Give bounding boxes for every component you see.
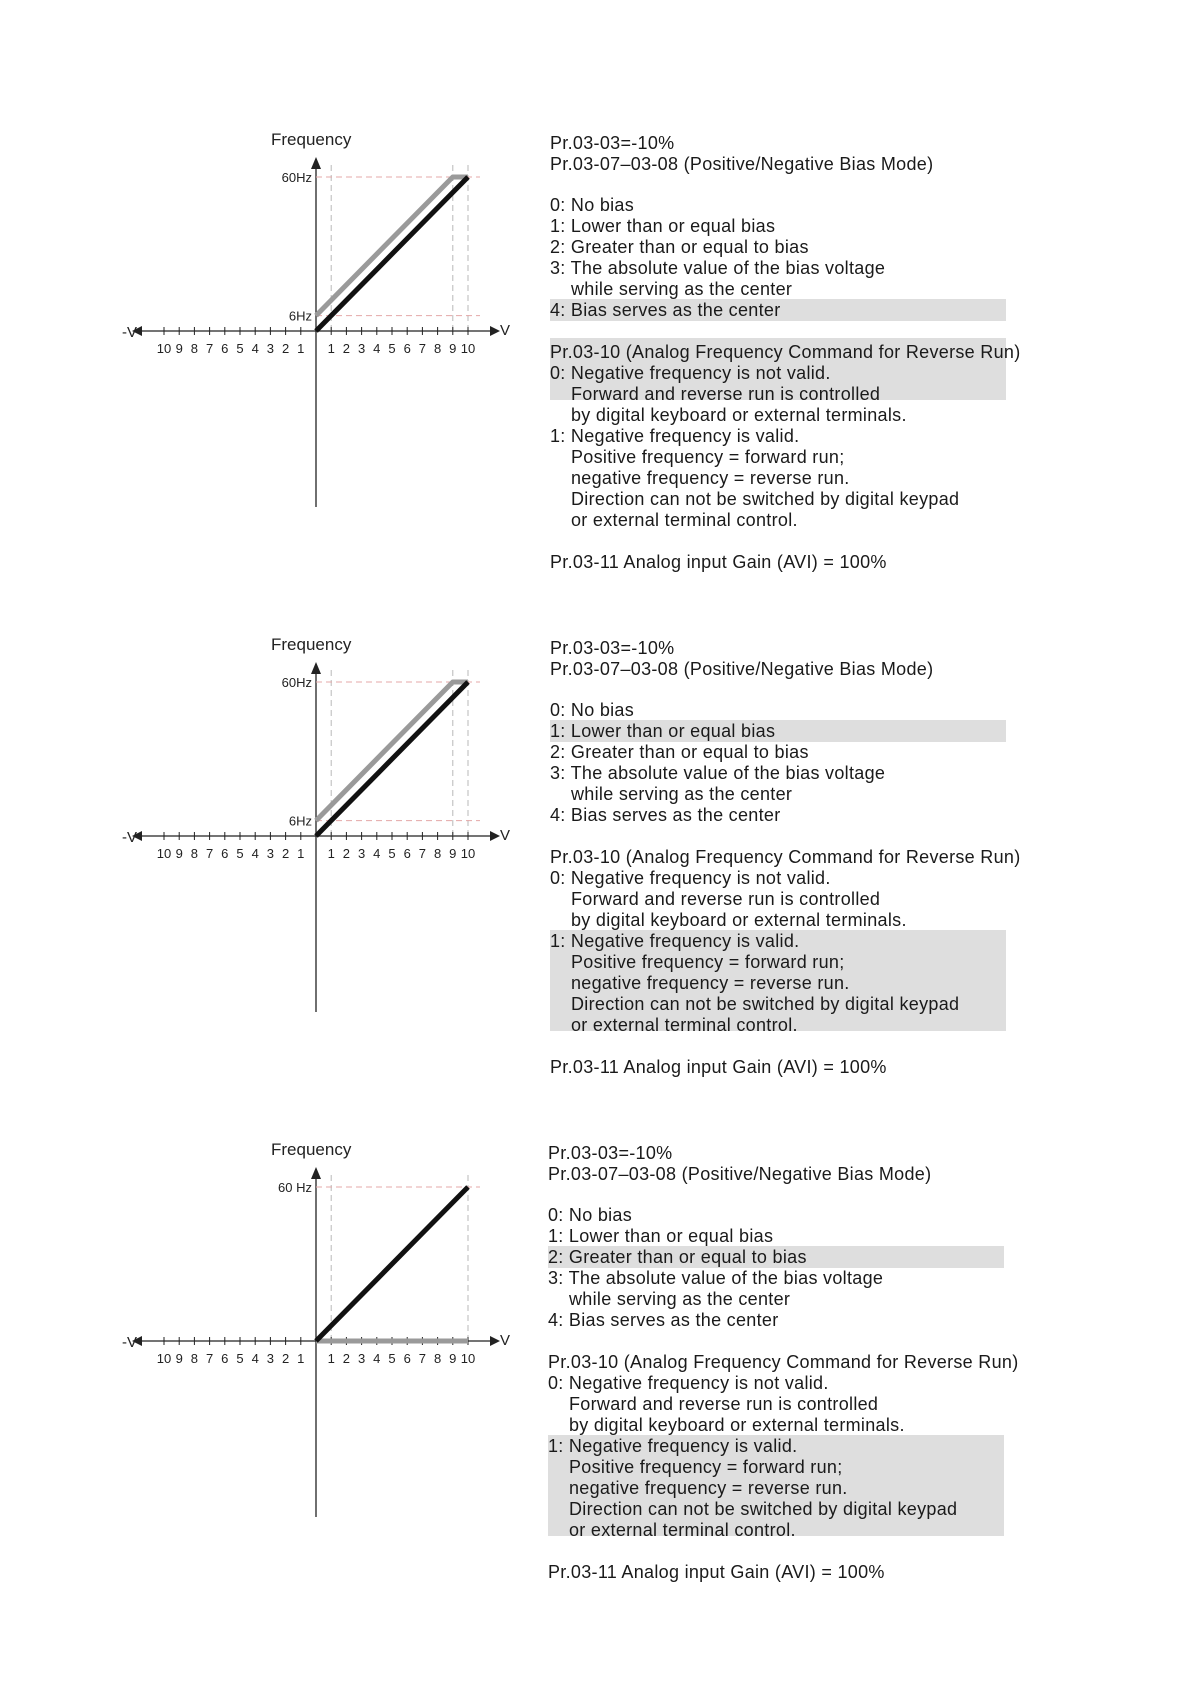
reverse-option-0-line3: by digital keyboard or external terminals. bbox=[571, 405, 907, 425]
y-axis-arrow bbox=[311, 1167, 321, 1179]
bias-option-4: 4: Bias serves as the center bbox=[550, 805, 781, 825]
x-tick-label-neg: 6 bbox=[221, 1351, 229, 1366]
y-axis-label: Frequency bbox=[271, 1140, 352, 1159]
x-tick-label-neg: 9 bbox=[175, 1351, 183, 1366]
x-tick-label-neg: 5 bbox=[236, 1351, 244, 1366]
reverse-option-0-line3: by digital keyboard or external terminals. bbox=[571, 910, 907, 930]
bias-value: Pr.03-03=-10% bbox=[548, 1143, 673, 1163]
reverse-run-title: Pr.03-10 (Analog Frequency Command for Reverse Run) bbox=[548, 1352, 1019, 1372]
reverse-option-1-line2: Positive frequency = forward run; bbox=[571, 447, 845, 467]
reverse-option-0: 0: Negative frequency is not valid. bbox=[550, 363, 831, 383]
reverse-option-0-line3: by digital keyboard or external terminals. bbox=[569, 1415, 905, 1435]
reverse-option-1-line2: Positive frequency = forward run; bbox=[569, 1457, 843, 1477]
x-tick-label-pos: 2 bbox=[342, 1351, 351, 1366]
neg-axis-label: -V bbox=[122, 829, 137, 846]
x-tick-label-pos: 1 bbox=[327, 846, 335, 861]
y-tick-label: 60Hz bbox=[281, 675, 312, 690]
bias-mode-title: Pr.03-07–03-08 (Positive/Negative Bias Mode) bbox=[550, 154, 934, 174]
neg-axis-label: -V bbox=[122, 324, 137, 341]
bias-panel-3 bbox=[0, 1135, 1191, 1605]
x-tick-label-neg: 7 bbox=[205, 341, 214, 356]
bias-panel-2 bbox=[0, 630, 1191, 1100]
reverse-option-1-line5: or external terminal control. bbox=[571, 1015, 798, 1035]
reverse-run-title: Pr.03-10 (Analog Frequency Command for Reverse Run) bbox=[550, 342, 1021, 362]
x-axis-label: V bbox=[500, 1332, 511, 1349]
reverse-option-0-line2: Forward and reverse run is controlled bbox=[571, 384, 881, 404]
frequency-chart bbox=[120, 1135, 540, 1555]
y-axis-label: Frequency bbox=[271, 635, 352, 654]
x-tick-label-pos: 8 bbox=[433, 341, 442, 356]
x-tick-label-neg: 5 bbox=[236, 341, 244, 356]
x-tick-label-neg: 1 bbox=[297, 341, 305, 356]
x-tick-label-pos: 9 bbox=[449, 1351, 457, 1366]
bias-option-4: 4: Bias serves as the center bbox=[550, 300, 781, 320]
y-tick-label: 60Hz bbox=[281, 170, 312, 185]
analog-gain: Pr.03-11 Analog input Gain (AVI) = 100% bbox=[550, 552, 887, 572]
x-tick-label-pos: 8 bbox=[433, 846, 442, 861]
x-tick-label-pos: 6 bbox=[403, 1351, 411, 1366]
x-tick-label-pos: 7 bbox=[418, 846, 427, 861]
x-tick-label-neg: 4 bbox=[251, 846, 259, 861]
x-tick-label-neg: 8 bbox=[190, 846, 199, 861]
x-tick-label-pos: 1 bbox=[327, 341, 335, 356]
x-tick-label-pos: 9 bbox=[449, 341, 457, 356]
reverse-option-0: 0: Negative frequency is not valid. bbox=[550, 868, 831, 888]
reverse-option-1: 1: Negative frequency is valid. bbox=[550, 426, 800, 446]
bias-option-1: 1: Lower than or equal bias bbox=[548, 1226, 774, 1246]
reverse-option-0-line2: Forward and reverse run is controlled bbox=[569, 1394, 879, 1414]
x-tick-label-neg: 4 bbox=[251, 1351, 259, 1366]
series-line-output bbox=[316, 177, 468, 331]
bias-option-4: 4: Bias serves as the center bbox=[548, 1310, 779, 1330]
x-axis-arrow-right bbox=[490, 1336, 500, 1346]
bias-value: Pr.03-03=-10% bbox=[550, 133, 675, 153]
bias-panel-1 bbox=[0, 125, 1191, 595]
x-tick-label-neg: 2 bbox=[281, 846, 290, 861]
x-tick-label-neg: 6 bbox=[221, 846, 229, 861]
x-tick-label-pos: 5 bbox=[388, 1351, 396, 1366]
bias-option-0: 0: No bias bbox=[550, 700, 635, 720]
x-tick-label-neg: 7 bbox=[205, 1351, 214, 1366]
x-tick-label-pos: 7 bbox=[418, 341, 427, 356]
bias-option-3: 3: The absolute value of the bias voltage bbox=[548, 1268, 884, 1288]
x-tick-label-pos: 6 bbox=[403, 341, 411, 356]
x-tick-label-pos: 1 bbox=[327, 1351, 335, 1366]
x-tick-label-neg: 1 bbox=[297, 846, 305, 861]
analog-gain: Pr.03-11 Analog input Gain (AVI) = 100% bbox=[550, 1057, 887, 1077]
bias-option-2: 2: Greater than or equal to bias bbox=[548, 1247, 807, 1267]
x-tick-label-neg: 9 bbox=[175, 846, 183, 861]
frequency-chart bbox=[120, 630, 540, 1050]
x-tick-label-neg: 2 bbox=[281, 1351, 290, 1366]
frequency-chart bbox=[120, 125, 540, 545]
x-tick-label-pos: 4 bbox=[373, 1351, 381, 1366]
x-tick-label-pos: 8 bbox=[433, 1351, 442, 1366]
reverse-option-1-line5: or external terminal control. bbox=[571, 510, 798, 530]
x-tick-label-pos: 2 bbox=[342, 341, 351, 356]
analog-gain: Pr.03-11 Analog input Gain (AVI) = 100% bbox=[548, 1562, 885, 1582]
y-tick-label: 60 Hz bbox=[278, 1180, 312, 1195]
y-tick-label: 6Hz bbox=[288, 813, 312, 829]
y-tick-label: 6Hz bbox=[288, 308, 312, 324]
reverse-option-1-line4: Direction can not be switched by digital keypad bbox=[571, 489, 960, 509]
series-line-output bbox=[316, 1187, 468, 1341]
reverse-option-1-line3: negative frequency = reverse run. bbox=[569, 1478, 848, 1498]
x-tick-label-neg: 6 bbox=[221, 341, 229, 356]
bias-mode-title: Pr.03-07–03-08 (Positive/Negative Bias Mode) bbox=[550, 659, 934, 679]
x-tick-label-pos: 10 bbox=[460, 1351, 476, 1366]
reverse-option-1: 1: Negative frequency is valid. bbox=[548, 1436, 798, 1456]
bias-option-1: 1: Lower than or equal bias bbox=[550, 216, 776, 236]
x-tick-label-pos: 3 bbox=[357, 1351, 366, 1366]
y-axis-arrow bbox=[311, 157, 321, 169]
x-tick-label-neg: 10 bbox=[156, 1351, 172, 1366]
x-tick-label-neg: 9 bbox=[175, 341, 183, 356]
x-tick-label-neg: 1 bbox=[297, 1351, 305, 1366]
x-tick-label-pos: 3 bbox=[357, 846, 366, 861]
bias-option-0: 0: No bias bbox=[548, 1205, 633, 1225]
x-tick-label-neg: 8 bbox=[190, 1351, 199, 1366]
x-tick-label-pos: 4 bbox=[373, 846, 381, 861]
x-tick-label-pos: 7 bbox=[418, 1351, 427, 1366]
x-tick-label-pos: 4 bbox=[373, 341, 381, 356]
x-tick-label-neg: 10 bbox=[156, 846, 172, 861]
x-tick-label-pos: 10 bbox=[460, 341, 476, 356]
x-tick-label-pos: 5 bbox=[388, 341, 396, 356]
x-tick-label-pos: 3 bbox=[357, 341, 366, 356]
reverse-run-title: Pr.03-10 (Analog Frequency Command for Reverse Run) bbox=[550, 847, 1021, 867]
y-axis-label: Frequency bbox=[271, 130, 352, 149]
reverse-option-1-line4: Direction can not be switched by digital keypad bbox=[571, 994, 960, 1014]
bias-option-3: 3: The absolute value of the bias voltage bbox=[550, 763, 886, 783]
x-tick-label-neg: 3 bbox=[266, 1351, 275, 1366]
reverse-option-1-line2: Positive frequency = forward run; bbox=[571, 952, 845, 972]
bias-option-2: 2: Greater than or equal to bias bbox=[550, 742, 809, 762]
bias-option-3-cont: while serving as the center bbox=[571, 784, 793, 804]
x-tick-label-neg: 3 bbox=[266, 846, 275, 861]
y-axis-arrow bbox=[311, 662, 321, 674]
x-axis-label: V bbox=[500, 827, 511, 844]
reverse-option-1-line3: negative frequency = reverse run. bbox=[571, 468, 850, 488]
bias-option-3: 3: The absolute value of the bias voltage bbox=[550, 258, 886, 278]
bias-option-0: 0: No bias bbox=[550, 195, 635, 215]
x-tick-label-pos: 2 bbox=[342, 846, 351, 861]
bias-option-3-cont: while serving as the center bbox=[569, 1289, 791, 1309]
x-tick-label-neg: 2 bbox=[281, 341, 290, 356]
reverse-option-1: 1: Negative frequency is valid. bbox=[550, 931, 800, 951]
bias-option-2: 2: Greater than or equal to bias bbox=[550, 237, 809, 257]
reverse-option-0-line2: Forward and reverse run is controlled bbox=[571, 889, 881, 909]
reverse-option-1-line5: or external terminal control. bbox=[569, 1520, 796, 1540]
x-axis-label: V bbox=[500, 322, 511, 339]
x-tick-label-pos: 5 bbox=[388, 846, 396, 861]
series-line-output bbox=[316, 682, 468, 836]
x-tick-label-neg: 3 bbox=[266, 341, 275, 356]
x-tick-label-pos: 9 bbox=[449, 846, 457, 861]
bias-option-3-cont: while serving as the center bbox=[571, 279, 793, 299]
bias-option-1: 1: Lower than or equal bias bbox=[550, 721, 776, 741]
x-tick-label-neg: 8 bbox=[190, 341, 199, 356]
x-tick-label-neg: 4 bbox=[251, 341, 259, 356]
x-tick-label-neg: 10 bbox=[156, 341, 172, 356]
reverse-option-1-line4: Direction can not be switched by digital keypad bbox=[569, 1499, 958, 1519]
x-axis-arrow-right bbox=[490, 326, 500, 336]
reverse-option-0: 0: Negative frequency is not valid. bbox=[548, 1373, 829, 1393]
x-tick-label-neg: 5 bbox=[236, 846, 244, 861]
x-tick-label-neg: 7 bbox=[205, 846, 214, 861]
neg-axis-label: -V bbox=[122, 1334, 137, 1351]
x-tick-label-pos: 10 bbox=[460, 846, 476, 861]
x-axis-arrow-right bbox=[490, 831, 500, 841]
x-tick-label-pos: 6 bbox=[403, 846, 411, 861]
bias-value: Pr.03-03=-10% bbox=[550, 638, 675, 658]
bias-mode-title: Pr.03-07–03-08 (Positive/Negative Bias Mode) bbox=[548, 1164, 932, 1184]
reverse-option-1-line3: negative frequency = reverse run. bbox=[571, 973, 850, 993]
